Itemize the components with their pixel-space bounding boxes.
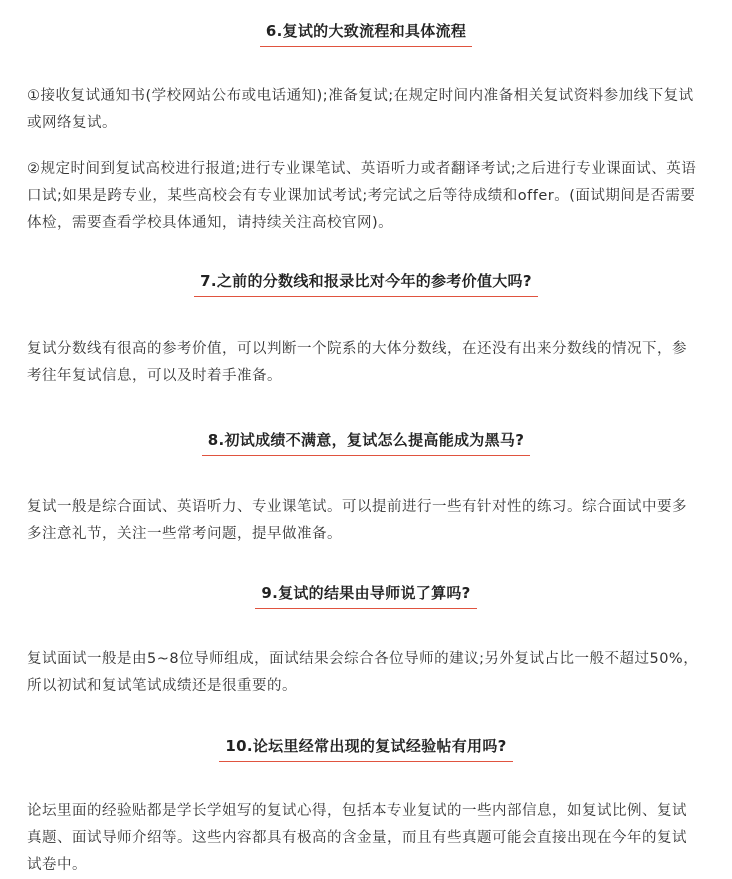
section-paragraph: 复试面试一般是由5~8位导师组成，面试结果会综合各位导师的建议;另外复试占比一般不超过50%，所以初试和复试笔试成绩还是很重要的。: [27, 651, 699, 694]
section-paragraph: ②规定时间到复试高校进行报道;进行专业课笔试、英语听力或者翻译考试;之后进行专业课面试、英语口试;如果是跨专业，某些高校会有专业课加试考试;考完试之后等待成绩和offer。(面试期间是否需要体检，需要查看学校具体通知，请持续关注高校官网)。: [27, 161, 697, 231]
section-6-heading-wrap: [0, 20, 732, 47]
section-heading: 9.复试的结果由导师说了算吗?: [255, 582, 476, 609]
section-heading: 8.初试成绩不满意，复试怎么提高能成为黑马?: [202, 429, 530, 456]
section-heading: 6.复试的大致流程和具体流程: [260, 20, 472, 47]
section-10-heading-wrap: [0, 735, 732, 762]
section-heading: 7.之前的分数线和报录比对今年的参考价值大吗?: [194, 270, 538, 297]
section-paragraph: 论坛里面的经验贴都是学长学姐写的复试心得，包括本专业复试的一些内部信息，如复试比例、复试真题、面试导师介绍等。这些内容都具有极高的含金量，而且有些真题可能会直接出现在今年的复试试卷中。: [27, 803, 687, 873]
section-paragraph: 复试分数线有很高的参考价值，可以判断一个院系的大体分数线，在还没有出来分数线的情况下，参考往年复试信息，可以及时着手准备。: [27, 341, 687, 384]
section-9-heading-wrap: [0, 582, 732, 609]
section-7-heading-wrap: [0, 270, 732, 297]
section-paragraph: 复试一般是综合面试、英语听力、专业课笔试。可以提前进行一些有针对性的练习。综合面试中要多多注意礼节，关注一些常考问题，提早做准备。: [27, 499, 687, 542]
section-8-heading-wrap: [0, 429, 732, 456]
section-heading: 10.论坛里经常出现的复试经验帖有用吗?: [219, 735, 512, 762]
section-paragraph: ①接收复试通知书(学校网站公布或电话通知);准备复试;在规定时间内准备相关复试资料参加线下复试或网络复试。: [27, 88, 694, 131]
